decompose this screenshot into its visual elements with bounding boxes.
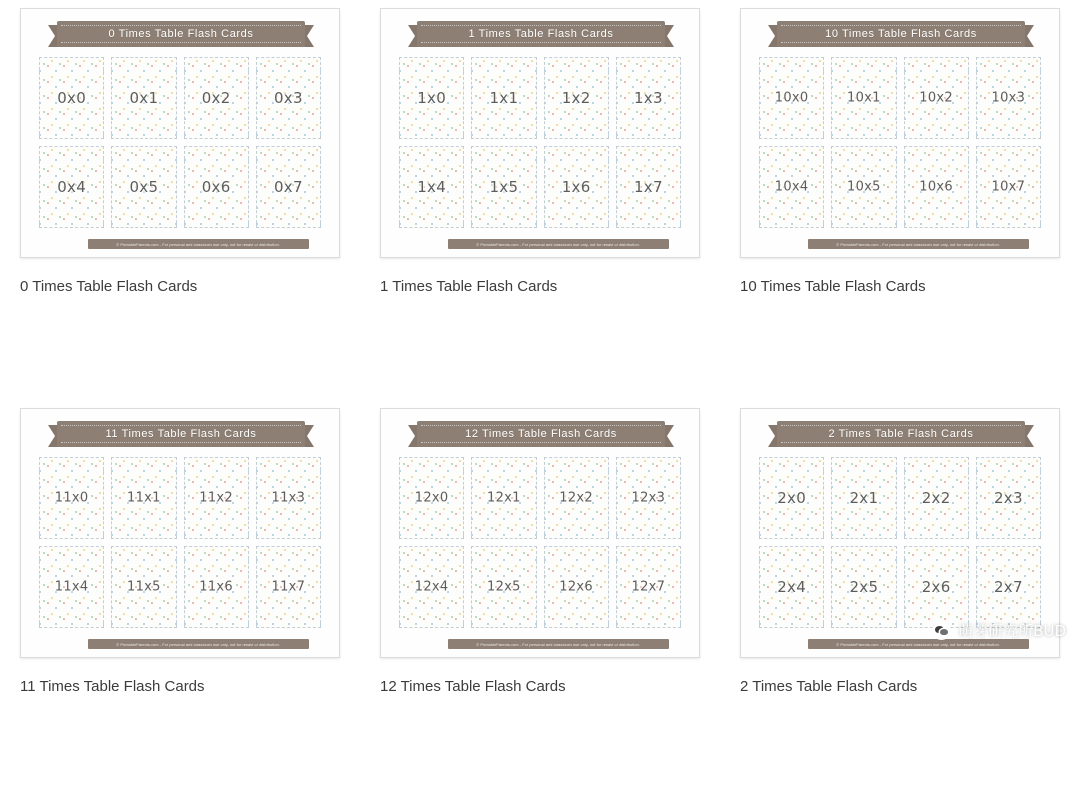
flash-card	[39, 57, 104, 139]
flash-card	[256, 457, 321, 539]
sheet-footer-note: © PrintableParents.com - For personal and classroom use only, not for resale or distribution.	[836, 641, 1001, 647]
sheet-banner-body	[777, 421, 1025, 447]
gallery-item[interactable]	[720, 400, 1080, 800]
flash-card-label: 0x1	[129, 89, 159, 107]
flash-card-label: 12x6	[559, 579, 593, 595]
sheet-banner	[768, 21, 1034, 47]
gallery-item-caption[interactable]: 0 Times Table Flash Cards	[20, 278, 198, 295]
flash-card-label: 11x4	[54, 579, 89, 595]
flash-card	[976, 546, 1041, 628]
sheet-banner-body	[417, 21, 665, 47]
flash-card	[759, 457, 824, 539]
sheet-footer	[88, 239, 309, 249]
sheet-banner-body	[777, 21, 1025, 47]
flash-card-label: 11x5	[127, 579, 161, 595]
flash-card-label: 1x2	[561, 89, 591, 107]
sheet-footer	[448, 239, 669, 249]
flash-card-label: 0x7	[273, 178, 303, 196]
sheet-banner-body	[57, 21, 305, 47]
sheet-footer-note: © PrintableParents.com - For personal and classroom use only, not for resale or distribution.	[476, 241, 641, 247]
card-grid	[39, 57, 321, 228]
flash-card	[111, 546, 176, 628]
flash-card-sheet-thumbnail[interactable]	[740, 408, 1060, 658]
sheet-title: 10 Times Table Flash Cards	[825, 28, 977, 40]
flash-card-label: 1x5	[489, 178, 519, 196]
flash-card-label: 0x4	[57, 178, 87, 196]
flash-card-label: 10x7	[991, 179, 1026, 195]
flash-card-label: 10x5	[847, 179, 881, 195]
flash-card-label: 2x1	[849, 489, 879, 507]
flash-card-sheet-thumbnail[interactable]	[20, 408, 340, 658]
gallery-item[interactable]	[720, 0, 1080, 400]
flash-card	[616, 546, 681, 628]
flash-card	[111, 146, 176, 228]
card-grid	[39, 457, 321, 628]
flash-card	[759, 57, 824, 139]
sheet-title: 1 Times Table Flash Cards	[468, 28, 614, 40]
flash-card	[616, 457, 681, 539]
flash-card	[904, 146, 969, 228]
sheet-banner	[408, 21, 674, 47]
flash-card	[471, 546, 536, 628]
flash-card	[904, 546, 969, 628]
sheet-footer	[808, 639, 1029, 649]
flash-card-label: 2x6	[921, 578, 951, 596]
flash-card	[111, 57, 176, 139]
flash-card-label: 2x7	[993, 578, 1023, 596]
flash-card	[471, 146, 536, 228]
flash-card	[39, 146, 104, 228]
sheet-footer	[88, 639, 309, 649]
sheet-footer-note: © PrintableParents.com - For personal and classroom use only, not for resale or distribution.	[836, 241, 1001, 247]
flash-card	[759, 546, 824, 628]
flash-card-label: 12x3	[631, 490, 666, 506]
card-grid	[399, 57, 681, 228]
gallery-item-caption[interactable]: 10 Times Table Flash Cards	[740, 278, 926, 295]
flash-card-sheet-thumbnail[interactable]	[380, 8, 700, 258]
flash-card	[184, 546, 249, 628]
gallery-item[interactable]	[360, 0, 720, 400]
flash-card-label: 2x0	[777, 489, 807, 507]
flash-card-label: 0x3	[273, 89, 303, 107]
flash-card-label: 11x1	[127, 490, 161, 506]
flash-card	[904, 457, 969, 539]
flash-card-label: 0x6	[201, 178, 231, 196]
flash-card	[184, 146, 249, 228]
sheet-footer	[808, 239, 1029, 249]
gallery-item[interactable]	[0, 400, 360, 800]
flash-card-label: 0x2	[201, 89, 231, 107]
flash-card-label: 2x4	[777, 578, 807, 596]
flash-card-label: 11x6	[199, 579, 233, 595]
flash-card	[184, 57, 249, 139]
gallery-item-caption[interactable]: 2 Times Table Flash Cards	[740, 678, 918, 695]
sheet-banner-body	[57, 421, 305, 447]
sheet-title: 2 Times Table Flash Cards	[828, 428, 974, 440]
flash-card	[976, 457, 1041, 539]
flash-card-label: 1x6	[561, 178, 591, 196]
flash-card	[471, 457, 536, 539]
flash-card-label: 2x3	[993, 489, 1023, 507]
flash-card-label: 10x0	[774, 90, 809, 106]
flash-card	[256, 57, 321, 139]
flash-card-sheet-thumbnail[interactable]	[20, 8, 340, 258]
flash-card-label: 10x6	[919, 179, 953, 195]
flash-card-label: 12x5	[487, 579, 521, 595]
flash-card	[544, 146, 609, 228]
gallery-item-caption[interactable]: 12 Times Table Flash Cards	[380, 678, 566, 695]
flash-card-label: 0x5	[129, 178, 159, 196]
sheet-title: 12 Times Table Flash Cards	[465, 428, 617, 440]
flash-card	[616, 57, 681, 139]
flash-card-label: 1x0	[417, 89, 447, 107]
flash-card-label: 2x5	[849, 578, 879, 596]
flash-card-label: 2x2	[921, 489, 951, 507]
sheet-footer-note: © PrintableParents.com - For personal and classroom use only, not for resale or distribution.	[476, 641, 641, 647]
gallery-item-caption[interactable]: 1 Times Table Flash Cards	[380, 278, 558, 295]
flash-card-label: 10x2	[919, 90, 953, 106]
flash-card-label: 11x7	[271, 579, 306, 595]
sheet-banner	[408, 421, 674, 447]
flash-card-label: 12x2	[559, 490, 593, 506]
flash-card-label: 12x4	[414, 579, 449, 595]
flash-card	[184, 457, 249, 539]
flash-card-label: 10x1	[847, 90, 881, 106]
sheet-banner	[48, 421, 314, 447]
flash-card-label: 11x2	[199, 490, 233, 506]
sheet-banner	[768, 421, 1034, 447]
sheet-footer	[448, 639, 669, 649]
flash-card	[39, 546, 104, 628]
flash-card-sheet-thumbnail[interactable]	[740, 8, 1060, 258]
flash-card-label: 12x1	[487, 490, 521, 506]
flash-card	[399, 57, 464, 139]
flash-card	[544, 546, 609, 628]
flash-card	[399, 146, 464, 228]
flash-card-label: 1x7	[633, 178, 663, 196]
flash-card-label: 10x3	[991, 90, 1026, 106]
flash-card	[759, 146, 824, 228]
gallery-item-caption[interactable]: 11 Times Table Flash Cards	[20, 678, 205, 695]
gallery-item[interactable]	[0, 0, 360, 400]
sheet-footer-note: © PrintableParents.com - For personal and classroom use only, not for resale or distribution.	[116, 641, 281, 647]
flash-card-label: 1x3	[633, 89, 663, 107]
card-grid	[759, 57, 1041, 228]
flash-card	[399, 546, 464, 628]
flash-card	[39, 457, 104, 539]
flash-card-sheet-thumbnail[interactable]	[380, 408, 700, 658]
sheet-banner	[48, 21, 314, 47]
flash-card	[976, 146, 1041, 228]
flash-card	[256, 546, 321, 628]
flash-card	[616, 146, 681, 228]
flash-card	[831, 457, 896, 539]
sheet-title: 11 Times Table Flash Cards	[105, 428, 257, 440]
flash-card	[399, 457, 464, 539]
flash-card	[544, 57, 609, 139]
flash-card	[904, 57, 969, 139]
flash-card	[471, 57, 536, 139]
card-grid	[399, 457, 681, 628]
gallery-item[interactable]	[360, 400, 720, 800]
watermark-label: 萌芽研究所BUD	[958, 622, 1066, 640]
flash-card-label: 0x0	[57, 89, 87, 107]
flash-card	[111, 457, 176, 539]
flash-card-label: 1x1	[489, 89, 519, 107]
flash-card	[831, 146, 896, 228]
sheet-banner-body	[417, 421, 665, 447]
flash-card-label: 10x4	[774, 179, 809, 195]
sheet-title: 0 Times Table Flash Cards	[108, 28, 254, 40]
flash-card	[256, 146, 321, 228]
flash-card	[544, 457, 609, 539]
flash-card-label: 12x0	[414, 490, 449, 506]
flash-card	[976, 57, 1041, 139]
sheet-footer-note: © PrintableParents.com - For personal and classroom use only, not for resale or distribution.	[116, 241, 281, 247]
flash-card	[831, 546, 896, 628]
flash-card	[831, 57, 896, 139]
flash-card-label: 11x3	[271, 490, 306, 506]
card-grid	[759, 457, 1041, 628]
flash-card-label: 12x7	[631, 579, 666, 595]
flash-card-label: 11x0	[54, 490, 89, 506]
flash-card-label: 1x4	[417, 178, 447, 196]
